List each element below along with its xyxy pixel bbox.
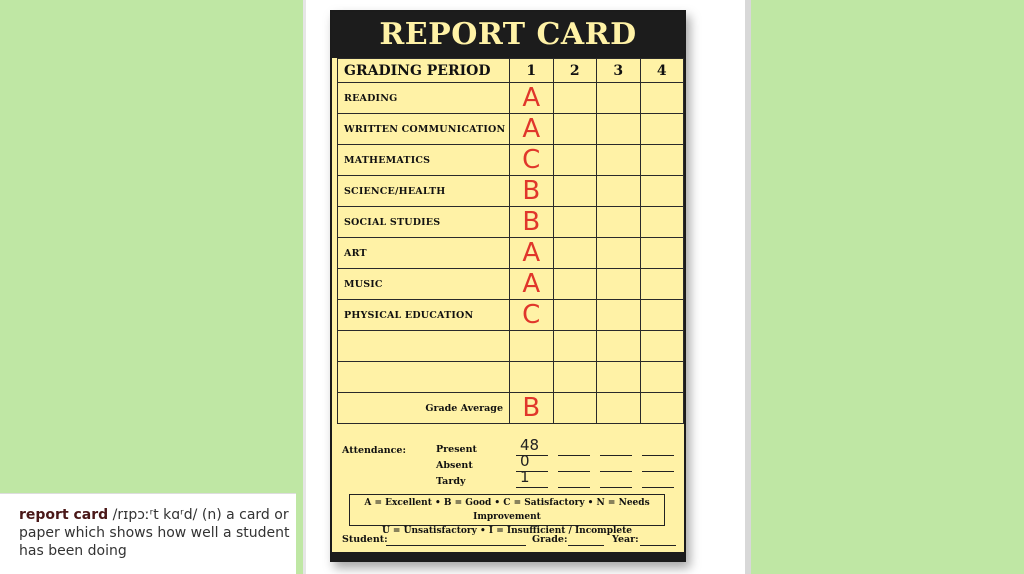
attendance-tardy-row [436,468,682,490]
empty-cell [553,83,597,114]
empty-cell [597,362,641,393]
grade-cell: A [510,83,554,114]
empty-cell [338,362,510,393]
empty-cell [640,331,684,362]
present-value: 48 [520,436,540,454]
subject-label: PHYSICAL EDUCATION [338,300,510,331]
subject-label: WRITTEN COMMUNICATION [338,114,510,145]
attendance-present-row [436,436,682,458]
grades-table [337,58,684,424]
subject-label: SOCIAL STUDIES [338,207,510,238]
grade-label: Grade: [532,534,568,545]
empty-cell [338,331,510,362]
student-line [386,545,526,546]
grading-period-label: GRADING PERIOD [338,59,510,83]
grading-legend [349,494,665,536]
empty-cell [553,331,597,362]
empty-cell [640,83,684,114]
subject-label: MUSIC [338,269,510,300]
subject-label: READING [338,83,510,114]
blank-row [338,362,684,393]
legend-line-2: U = Unsatisfactory • I = Insufficient / Incomplete [381,526,633,536]
definition-box [0,493,296,574]
table-row [338,300,684,331]
subject-label: MATHEMATICS [338,145,510,176]
present-label: Present [436,444,477,455]
empty-cell [597,114,641,145]
empty-cell [640,269,684,300]
empty-cell [553,393,597,424]
grade-line [568,545,604,546]
absent-value: 0 [520,452,530,470]
table-row [338,176,684,207]
empty-cell [597,83,641,114]
period-2-header: 2 [553,59,597,83]
empty-cell [597,331,641,362]
subject-label: SCIENCE/HEALTH [338,176,510,207]
empty-cell [597,300,641,331]
period-1-header: 1 [510,59,554,83]
grade-average-row [338,393,684,424]
year-label: Year: [612,534,639,545]
period-4-header: 4 [640,59,684,83]
table-row [338,238,684,269]
empty-cell [553,269,597,300]
report-card [330,10,686,562]
empty-cell [553,300,597,331]
empty-cell [640,145,684,176]
definition-text: a card or paper which shows how well a student has been doing [19,507,290,559]
table-row [338,114,684,145]
tardy-label: Tardy [436,476,466,487]
table-header-row [338,59,684,83]
empty-cell [553,238,597,269]
empty-cell [553,114,597,145]
blank-row [338,331,684,362]
empty-cell [640,393,684,424]
empty-cell [553,176,597,207]
grade-cell: B [510,176,554,207]
student-label: Student: [342,534,388,545]
table-row [338,269,684,300]
grade-average-value: B [510,393,554,424]
empty-cell [553,207,597,238]
card-footer [342,534,678,550]
grade-cell: A [510,238,554,269]
attendance-label: Attendance: [342,445,406,456]
empty-cell [553,362,597,393]
empty-cell [640,176,684,207]
definition-term: report card [19,507,109,523]
empty-cell [597,145,641,176]
definition-pronunciation: /rɪpɔːʳt kɑʳd/ [112,507,198,523]
tardy-value: 1 [520,468,530,486]
grade-cell: A [510,269,554,300]
grade-cell: C [510,300,554,331]
absent-label: Absent [436,460,473,471]
empty-cell [597,207,641,238]
empty-cell [597,176,641,207]
subject-label: ART [338,238,510,269]
empty-cell [597,238,641,269]
card-title: REPORT CARD [332,12,684,58]
grade-average-label: Grade Average [338,393,510,424]
period-3-header: 3 [597,59,641,83]
empty-cell [640,114,684,145]
empty-cell [597,269,641,300]
legend-line-1: A = Excellent • B = Good • C = Satisfactory • N = Needs Improvement [364,498,650,522]
attendance-absent-row [436,452,682,474]
definition-pos: (n) [201,507,222,523]
empty-cell [640,207,684,238]
card-bottom-bar [332,552,684,560]
empty-cell [640,300,684,331]
empty-cell [597,393,641,424]
empty-cell [640,238,684,269]
attendance-section [342,436,682,492]
empty-cell [553,145,597,176]
grade-cell: A [510,114,554,145]
empty-cell [640,362,684,393]
grade-cell: B [510,207,554,238]
table-row [338,207,684,238]
empty-cell [510,331,554,362]
empty-cell [510,362,554,393]
year-line [640,545,676,546]
table-row [338,145,684,176]
grade-cell: C [510,145,554,176]
table-row [338,83,684,114]
